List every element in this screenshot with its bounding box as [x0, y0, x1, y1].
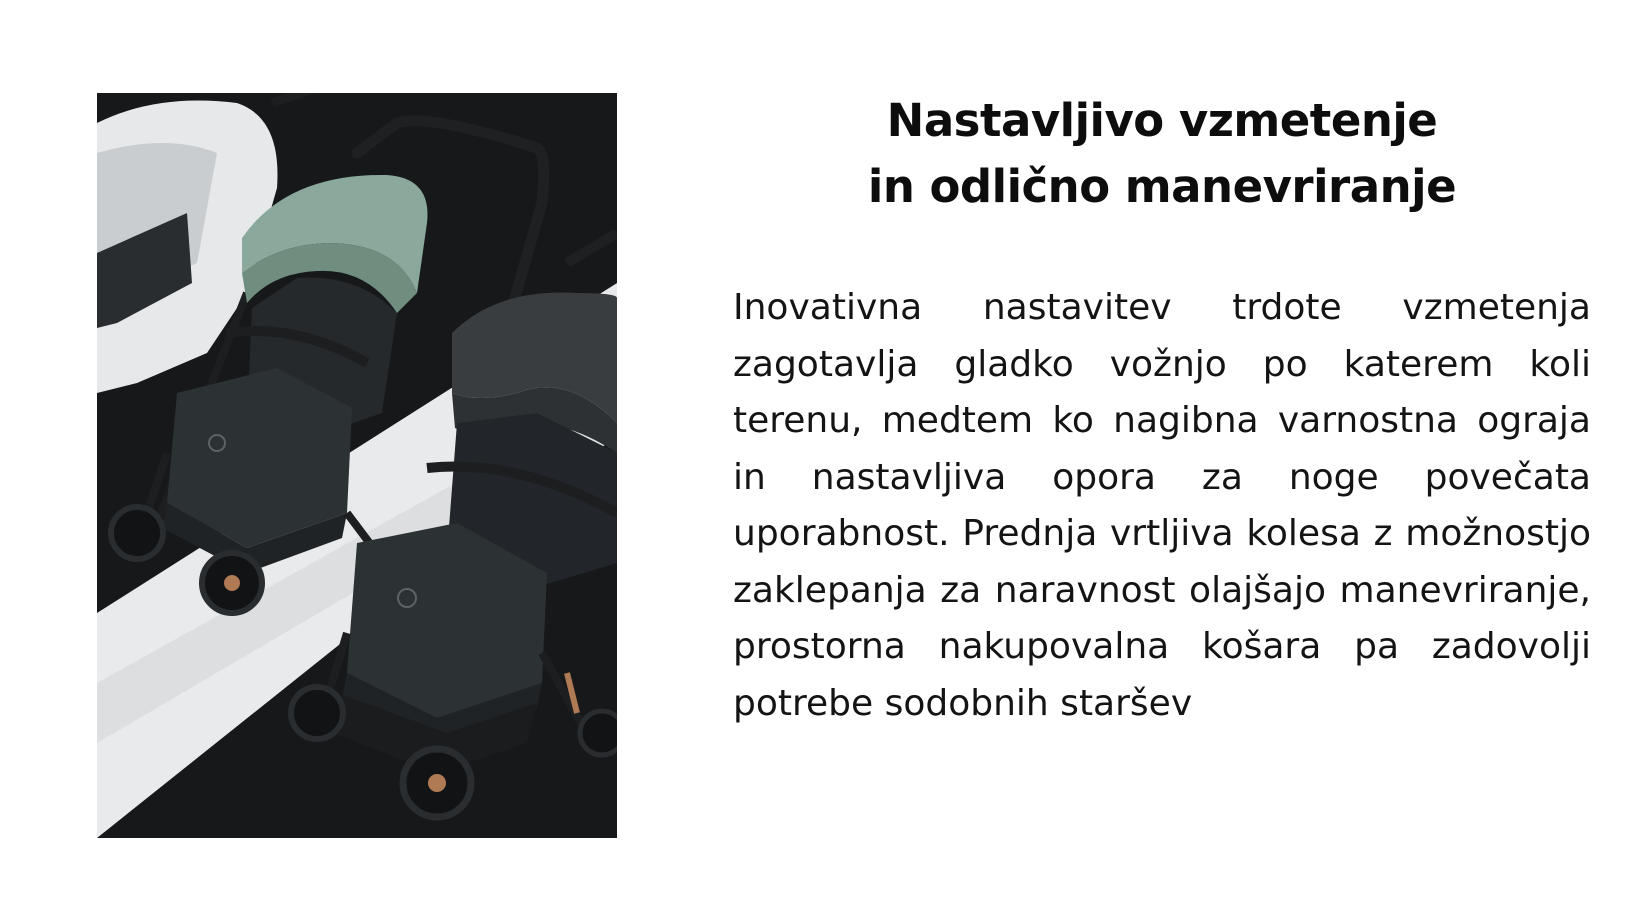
stroller-illustration	[97, 93, 617, 838]
stroller-photo	[97, 93, 617, 838]
title-line-1: Nastavljivo vzmetenje	[886, 94, 1438, 147]
description-paragraph: Inovativna nastavitev trdote vzmetenja zagotavlja gladko vožnjo po katerem koli terenu, medtem ko nagibna varnostna ograja in nastavljiva opora za noge povečata uporabnost. Prednja vrtljiva kolesa z možnostjo zaklepanja za naravnost olajšajo manevriranje, prostorna nakupovalna košara pa zadovolji potrebe sodobnih staršev	[733, 287, 1591, 724]
page-title	[733, 88, 1591, 220]
title-line-2: in odlično manevriranje	[867, 160, 1457, 213]
text-panel	[733, 88, 1591, 732]
